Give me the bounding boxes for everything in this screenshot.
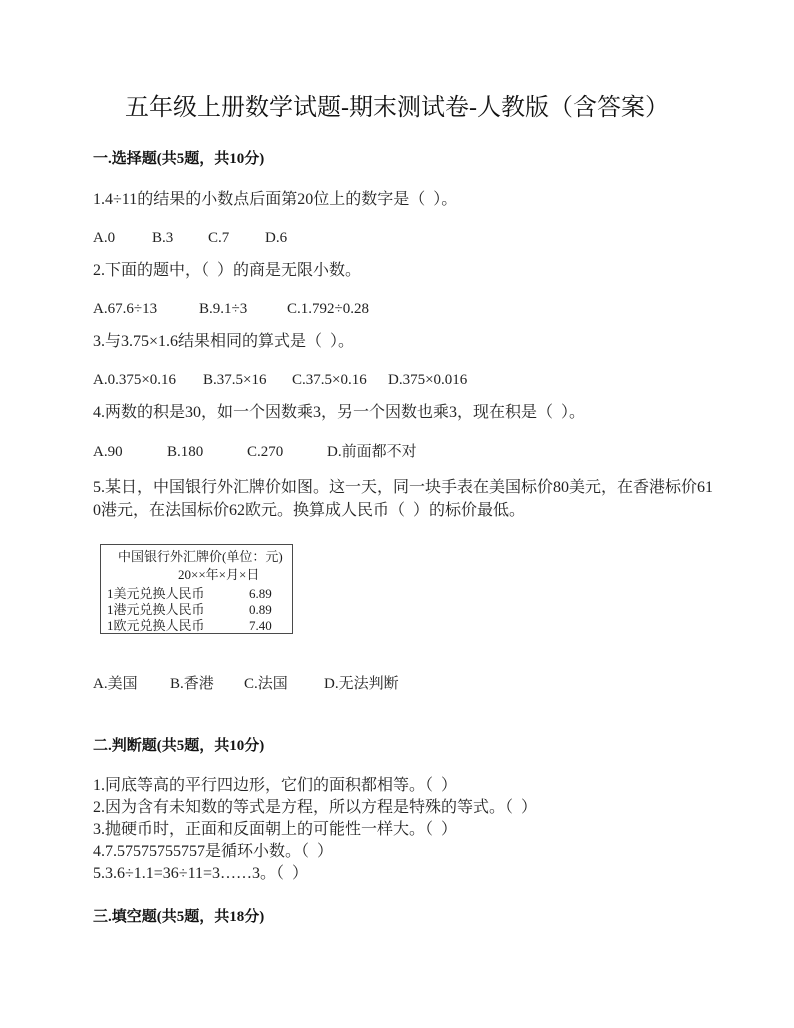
- question-2-option-b: B.9.1÷3: [199, 301, 248, 317]
- exchange-rate-row-label: 1美元兑换人民币: [107, 586, 205, 601]
- question-2-option-c: C.1.792÷0.28: [287, 301, 369, 317]
- question-1-option-b: B.3: [152, 230, 174, 246]
- question-3-option-b: B.37.5×16: [203, 372, 267, 388]
- question-4-option-a: A.90: [93, 444, 123, 460]
- question-5-text-line-2: 0港元，在法国标价62欧元。换算成人民币（ ）的标价最低。: [93, 502, 526, 519]
- page-title: 五年级上册数学试题-期末测试卷-人教版（含答案）: [125, 95, 669, 121]
- judgement-item-1: 1.同底等高的平行四边形，它们的面积都相等。（ ）: [93, 777, 458, 794]
- question-5-option-b: B.香港: [170, 676, 214, 692]
- question-5-option-d: D.无法判断: [324, 676, 399, 692]
- question-4-option-c: C.270: [247, 444, 284, 460]
- exchange-rate-row-label: 1港元兑换人民币: [107, 602, 205, 617]
- exchange-rate-table: [100, 544, 293, 634]
- exchange-rate-row-label: 1欧元兑换人民币: [107, 618, 205, 633]
- question-1-option-d: D.6: [265, 230, 288, 246]
- judgement-item-3: 3.抛硬币时，正面和反面朝上的可能性一样大。（ ）: [93, 821, 458, 838]
- question-4-option-d: D.前面都不对: [327, 444, 417, 460]
- exchange-rate-table-title: 中国银行外汇牌价(单位：元): [118, 549, 283, 564]
- question-3-option-d: D.375×0.016: [388, 372, 468, 388]
- question-1-text: 1.4÷11的结果的小数点后面第20位上的数字是（ ）。: [93, 191, 458, 208]
- judgement-item-2: 2.因为含有未知数的等式是方程，所以方程是特殊的等式。（ ）: [93, 799, 538, 816]
- question-5-text-line-1: 5.某日，中国银行外汇牌价如图。这一天，同一块手表在美国标价80美元，在香港标价61: [93, 479, 714, 496]
- question-3-text: 3.与3.75×1.6结果相同的算式是（ ）。: [93, 333, 355, 350]
- question-4-option-b: B.180: [167, 444, 204, 460]
- question-1-option-a: A.0: [93, 230, 116, 246]
- question-5-option-c: C.法国: [244, 676, 288, 692]
- question-5-option-a: A.美国: [93, 676, 138, 692]
- question-1-option-c: C.7: [208, 230, 230, 246]
- exchange-rate-row-value: 0.89: [249, 602, 272, 617]
- judgement-item-4: 4.7.57575755757是循环小数。（ ）: [93, 843, 334, 860]
- exchange-rate-table-date: 20××年×月×日: [178, 567, 260, 582]
- question-2-option-a: A.67.6÷13: [93, 301, 158, 317]
- question-3-option-c: C.37.5×0.16: [292, 372, 367, 388]
- exchange-rate-row-value: 6.89: [249, 586, 272, 601]
- question-3-option-a: A.0.375×0.16: [93, 372, 177, 388]
- exchange-rate-row-value: 7.40: [249, 618, 272, 633]
- section-heading-fill-in: 三.填空题(共5题，共18分): [93, 909, 265, 925]
- judgement-item-5: 5.3.6÷1.1=36÷11=3……3。（ ）: [93, 865, 309, 882]
- question-4-text: 4.两数的积是30，如一个因数乘3，另一个因数也乘3，现在积是（ ）。: [93, 404, 586, 421]
- section-heading-choice: 一.选择题(共5题，共10分): [93, 151, 265, 167]
- section-heading-judgement: 二.判断题(共5题，共10分): [93, 738, 265, 754]
- question-2-text: 2.下面的题中，（ ）的商是无限小数。: [93, 262, 362, 279]
